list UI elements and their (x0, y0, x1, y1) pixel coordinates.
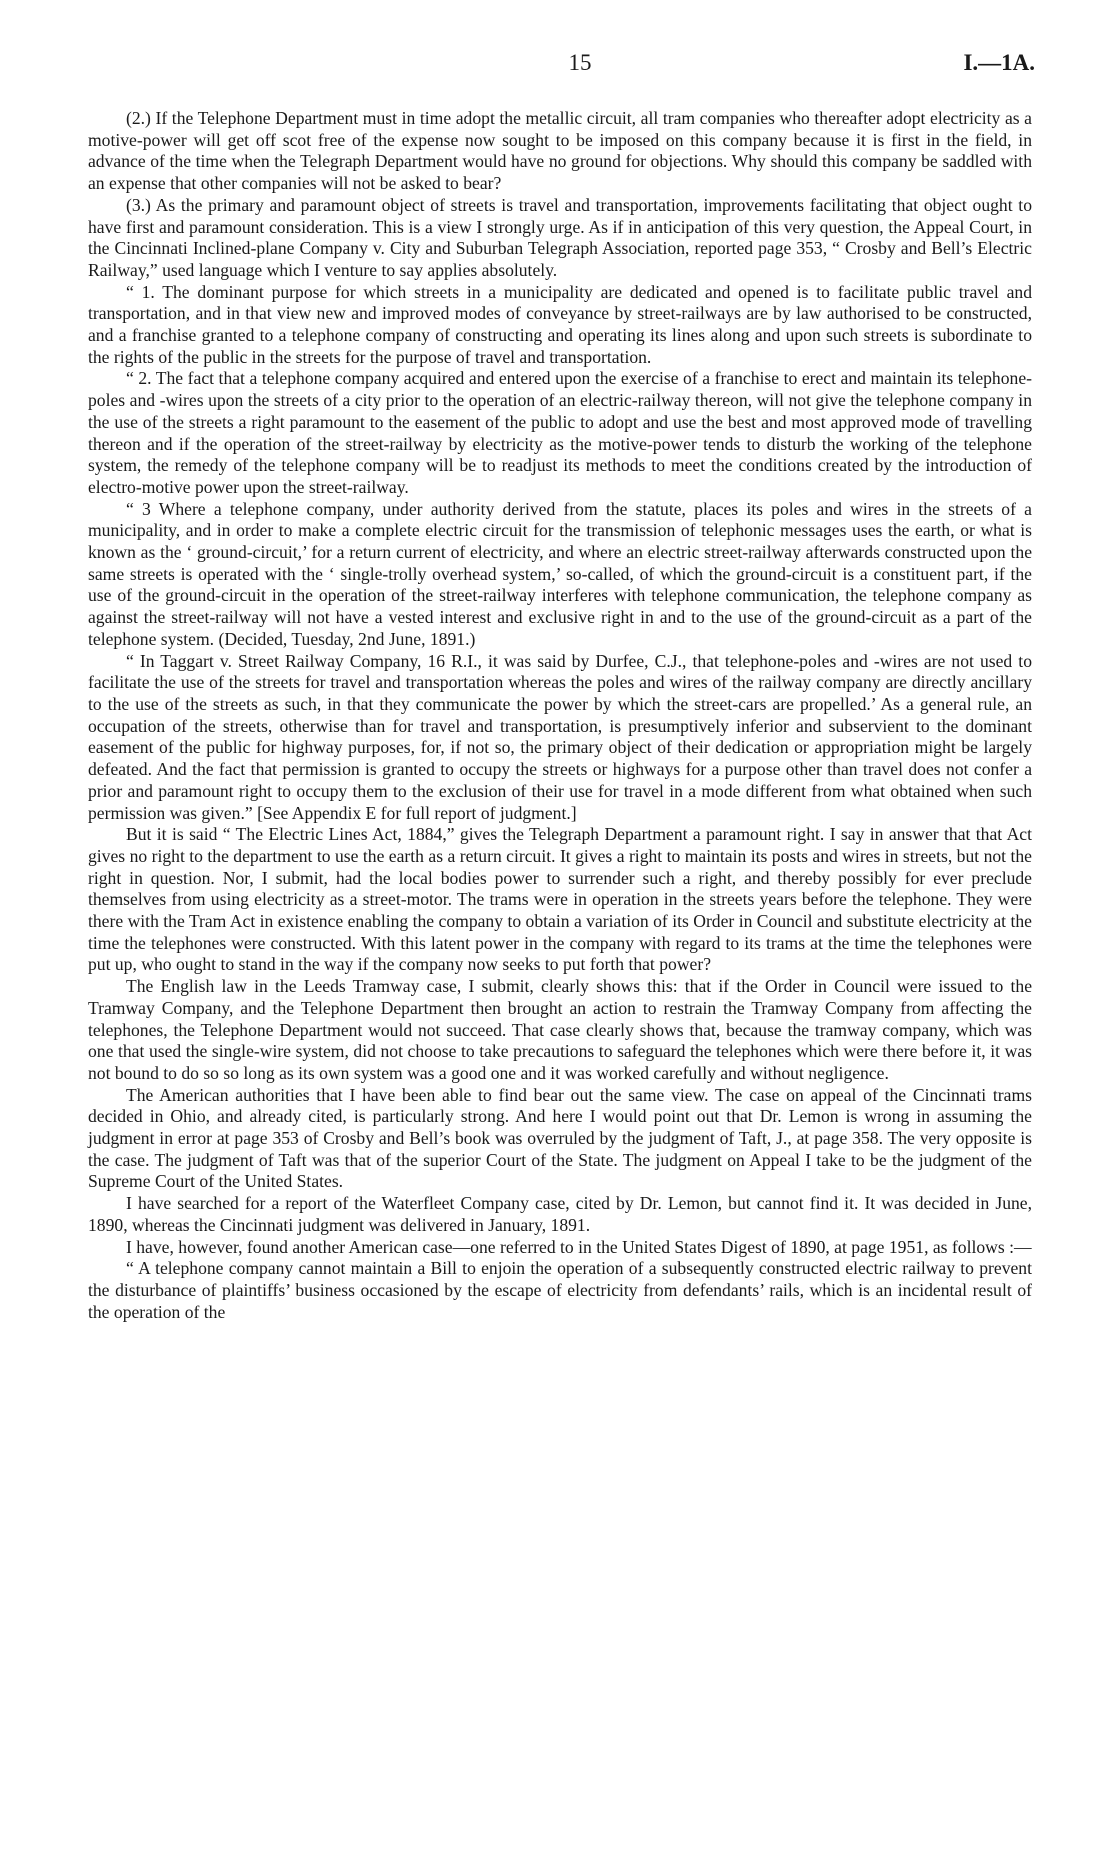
document-body (88, 108, 1032, 1323)
paragraph: I have, however, found another American case—one referred to in the United States Digest of 1890, at page 1951, as follows :— (126, 1236, 1032, 1257)
paragraph: The English law in the Leeds Tramway case, I submit, clearly shows this: that if the Order in Council were issued to the Tramway Company, and the Telephone Department then brought an action to restrain the Tramway Company from affecting the telephones, the Telephone Department would not succeed. That case clearly shows that, because the tramway company, which was one that used the single-wire system, did not choose to take precautions to safeguard the telephones which were there before it, it was not bound to do so so long as its own system was a good one and it was worked carefully and without negligence. (88, 976, 1032, 1083)
paragraph: (3.) As the primary and paramount object of streets is travel and transportation, improvements facilitating that object ought to have first and paramount consideration. This is a view I strongly urge. As if in anticipation of this very question, the Appeal Court, in the Cincinnati Inclined-plane Company v. City and Suburban Telegraph Association, reported page 353, “ Crosby and Bell’s Electric Railway,” used language which I venture to say applies absolutely. (88, 194, 1032, 280)
quoted-paragraph: “ In Taggart v. Street Railway Company, 16 R.I., it was said by Durfee, C.J., that telephone-poles and -wires are not used to facilitate the use of the streets for travel and transportation whereas the poles and wires of the railway company are directly ancillary to the use of the streets as such, in that they communicate the power by which the street-cars are propelled.’ As a general rule, an occupation of the streets, otherwise than for travel and transportation, is presumptively inferior and subservient to the dominant easement of the public for highway purposes, for, if not so, the primary object of their dedication or appropriation might be largely defeated. And the fact that permission is granted to occupy the streets or highways for a purpose other than travel does not confer a prior and paramount right to occupy them to the exclusion of their use for travel in a mode different from what obtained when such permission was given.” [See Appendix E for full report of judgment.] (88, 650, 1032, 823)
page-header (125, 50, 1035, 84)
paragraph: I have searched for a report of the Waterfleet Company case, cited by Dr. Lemon, but cannot find it. It was decided in June, 1890, whereas the Cincinnati judgment was delivered in January, 1891. (88, 1193, 1032, 1235)
quoted-paragraph: “ 1. The dominant purpose for which streets in a municipality are dedicated and opened is to facilitate public travel and transportation, and in that view new and improved modes of conveyance by street-railways are by law authorised to be constructed, and a franchise granted to a telephone company of constructing and operating its lines along and upon such streets is subordinate to the rights of the public in the streets for the purpose of travel and transportation. (88, 281, 1032, 367)
paragraph: (2.) If the Telephone Department must in time adopt the metallic circuit, all tram companies who thereafter adopt electricity as a motive-power will get off scot free of the expense now sought to be imposed on this company because it is first in the field, in advance of the time when the Telegraph Department would have no ground for objections. Why should this company be saddled with an expense that other companies will not be asked to bear? (88, 108, 1032, 194)
page-number: 15 (568, 50, 592, 75)
paragraph: The American authorities that I have been able to find bear out the same view. The case on appeal of the Cincinnati trams decided in Ohio, and already cited, is particularly strong. And here I would point out that Dr. Lemon is wrong in assuming the judgment in error at page 353 of Crosby and Bell’s book was overruled by the judgment of Taft, J., at page 358. The very opposite is the case. The judgment of Taft was that of the superior Court of the State. The judgment on Appeal I take to be the judgment of the Supreme Court of the United States. (88, 1084, 1032, 1192)
quoted-paragraph: “ 3 Where a telephone company, under authority derived from the statute, places its poles and wires in the streets of a municipality, and in order to make a complete electric circuit for the transmission of telephonic messages uses the earth, or what is known as the ‘ ground-circuit,’ for a return current of electricity, and where an electric street-railway afterwards constructed upon the same streets is operated with the ‘ single-trolly overhead system,’ so-called, of which the ground-circuit is a constituent part, if the use of the ground-circuit in the operation of the street-railway interferes with telephone communication, the telephone company as against the street-railway will not have a vested interest and exclusive right in and to the use of the ground-circuit as a part of the telephone system. (Decided, Tuesday, 2nd June, 1891.) (88, 498, 1032, 649)
paper-reference: I.—1A. (963, 50, 1035, 75)
quoted-paragraph: “ A telephone company cannot maintain a Bill to enjoin the operation of a subsequently constructed electric railway to prevent the disturbance of plaintiffs’ business occasioned by the escape of electricity from defendants’ rails, which is an incidental result of the operation of the (88, 1258, 1032, 1322)
quoted-paragraph: “ 2. The fact that a telephone company acquired and entered upon the exercise of a franchise to erect and maintain its telephone-poles and -wires upon the streets of a city prior to the operation of an electric-railway thereon, will not give the telephone company in the use of the streets a right paramount to the easement of the public to adopt and use the best and most approved mode of travelling thereon and if the operation of the street-railway by electricity as the motive-power tends to disturb the working of the telephone system, the remedy of the telephone company will be to readjust its methods to meet the conditions created by the introduction of electro-motive power upon the street-railway. (88, 368, 1032, 497)
paragraph: But it is said “ The Electric Lines Act, 1884,” gives the Telegraph Department a paramount right. I say in answer that that Act gives no right to the department to use the earth as a return circuit. It gives a right to maintain its posts and wires in streets, but not the right in question. Nor, I submit, had the local bodies power to surrender such a right, and thereby possibly for ever preclude themselves from using electricity as a street-motor. The trams were in operation in the streets years before the telephone. They were there with the Tram Act in existence enabling the company to obtain a variation of its Order in Council and substitute electricity at the time the telephones were constructed. With this latent power in the company with regard to its trams at the time the telephones were put up, who ought to stand in the way if the company now seeks to put forth that power? (88, 824, 1032, 975)
